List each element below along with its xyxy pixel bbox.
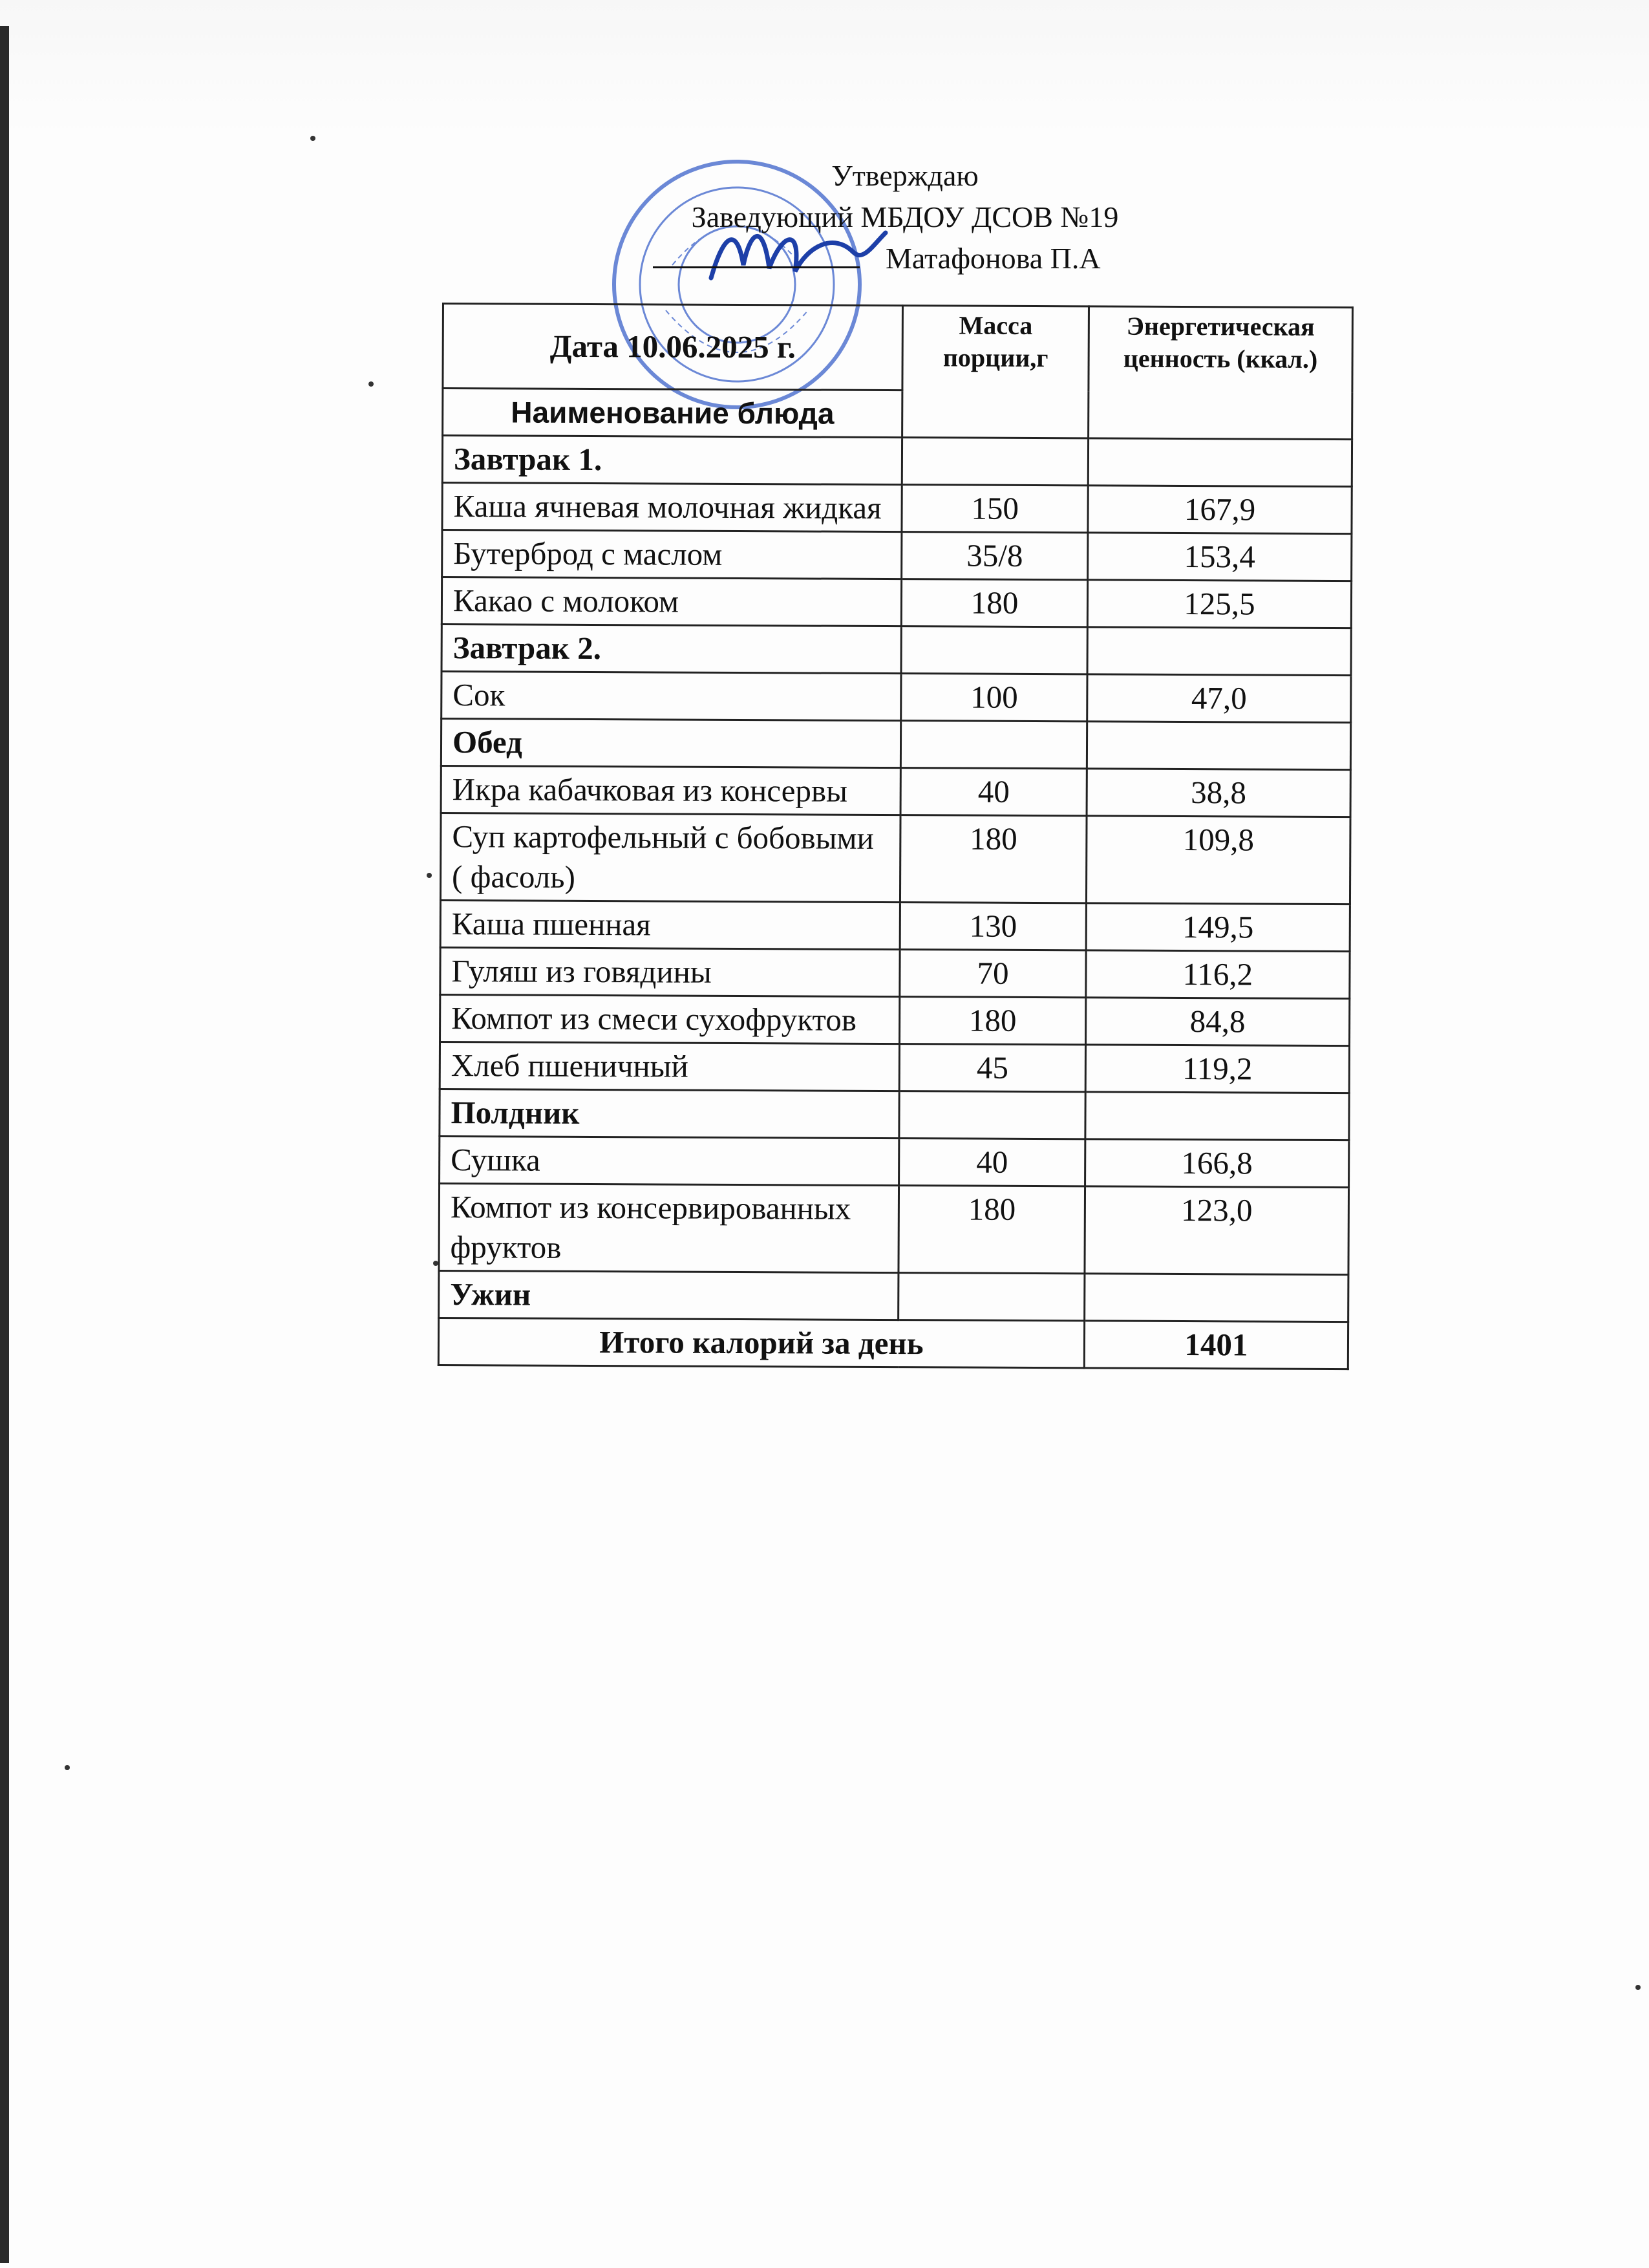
meal-section-title: Завтрак 2. [442, 625, 902, 674]
dish-name: Компот из консервированных фруктов [439, 1183, 899, 1272]
dish-mass [901, 626, 1087, 674]
dish-row [442, 672, 1351, 723]
total-label: Итого калорий за день [438, 1318, 1084, 1367]
section-row [442, 625, 1351, 676]
meal-section-title: Полдник [440, 1089, 900, 1138]
dish-row [442, 483, 1352, 534]
dish-mass: 40 [899, 1139, 1085, 1186]
dish-kcal: 153,4 [1087, 533, 1351, 581]
approval-signer: Матафонова П.А [886, 242, 1101, 275]
dish-mass [902, 438, 1089, 486]
dish-row [442, 530, 1352, 581]
scan-speck [368, 381, 374, 387]
approval-position: Заведующий МБДОУ ДСОВ №19 [691, 200, 1119, 233]
dish-kcal: 119,2 [1085, 1045, 1349, 1093]
header-row [443, 304, 1353, 392]
scan-speck [1635, 1985, 1641, 1990]
meal-section-title: Ужин [439, 1270, 899, 1320]
dish-row [440, 994, 1350, 1045]
menu-date: Дата 10.06.2025 г. [443, 304, 903, 390]
dish-name: Какао с молоком [442, 577, 902, 626]
dish-name: Хлеб пшеничный [440, 1042, 900, 1091]
dish-row [440, 1042, 1349, 1093]
dish-kcal [1087, 627, 1351, 676]
dish-mass: 130 [900, 903, 1087, 950]
total-value: 1401 [1084, 1321, 1348, 1369]
dish-mass: 100 [901, 674, 1087, 722]
dish-kcal: 125,5 [1087, 580, 1351, 628]
dish-name: Каша ячневая молочная жидкая [442, 483, 902, 532]
dish-kcal [1088, 438, 1352, 487]
meal-section-title: Завтрак 1. [442, 436, 902, 485]
dish-column-header: Наименование блюда [443, 389, 903, 438]
dish-row [440, 947, 1350, 998]
dish-mass: 180 [902, 579, 1088, 627]
approval-title: Утверждаю [831, 159, 979, 192]
dish-kcal [1085, 1092, 1349, 1140]
dish-kcal: 47,0 [1087, 674, 1351, 723]
dish-name: Бутерброд с маслом [442, 530, 902, 579]
dish-kcal: 84,8 [1085, 998, 1349, 1046]
scan-speck [65, 1765, 70, 1770]
menu-table [438, 303, 1354, 1370]
dish-kcal: 116,2 [1086, 950, 1350, 999]
dish-row [440, 1136, 1349, 1187]
scan-speck [433, 1261, 438, 1266]
section-row [439, 1270, 1348, 1321]
dish-kcal: 166,8 [1085, 1139, 1348, 1188]
dish-name: Гуляш из говядины [440, 947, 900, 996]
total-row [438, 1318, 1348, 1369]
dish-mass: 150 [902, 485, 1088, 533]
energy-column-header: Энергетическая ценность (ккал.) [1088, 306, 1352, 440]
dish-kcal [1084, 1274, 1348, 1322]
scan-speck [310, 136, 315, 141]
scan-edge-shadow [0, 26, 9, 2263]
dish-row [439, 1183, 1349, 1274]
dish-mass: 35/8 [902, 532, 1088, 580]
meal-section-title: Обед [441, 719, 901, 768]
section-row [440, 1089, 1349, 1140]
section-row [441, 719, 1350, 770]
dish-mass [899, 1091, 1085, 1139]
dish-name: Икра кабачковая из консервы [441, 765, 901, 815]
approval-signature-line [621, 238, 1189, 279]
section-row [442, 436, 1352, 487]
dish-row [440, 813, 1350, 904]
scan-speck [427, 873, 432, 878]
signature-blank [653, 241, 860, 268]
dish-mass: 180 [899, 1186, 1085, 1274]
dish-name: Компот из смеси сухофруктов [440, 994, 900, 1043]
dish-name: Суп картофельный с бобовыми ( фасоль) [440, 813, 900, 902]
dish-name: Сок [442, 672, 902, 721]
dish-row [440, 900, 1350, 951]
dish-mass [901, 721, 1087, 769]
dish-row [441, 765, 1350, 817]
dish-mass: 45 [900, 1044, 1086, 1092]
dish-mass: 40 [900, 768, 1087, 816]
approval-block [621, 155, 1189, 279]
dish-kcal [1087, 722, 1350, 770]
dish-kcal: 109,8 [1086, 816, 1350, 904]
dish-kcal: 123,0 [1085, 1186, 1349, 1275]
dish-mass: 180 [900, 815, 1087, 903]
dish-kcal: 149,5 [1086, 903, 1350, 952]
dish-mass: 180 [900, 997, 1086, 1045]
dish-mass [899, 1273, 1085, 1321]
dish-mass: 70 [900, 950, 1086, 998]
dish-kcal: 38,8 [1087, 769, 1350, 817]
dish-name: Сушка [440, 1136, 900, 1185]
dish-kcal: 167,9 [1088, 486, 1352, 534]
dish-row [442, 577, 1351, 628]
mass-column-header: Масса порции,г [902, 306, 1089, 438]
dish-name: Каша пшенная [440, 900, 900, 949]
